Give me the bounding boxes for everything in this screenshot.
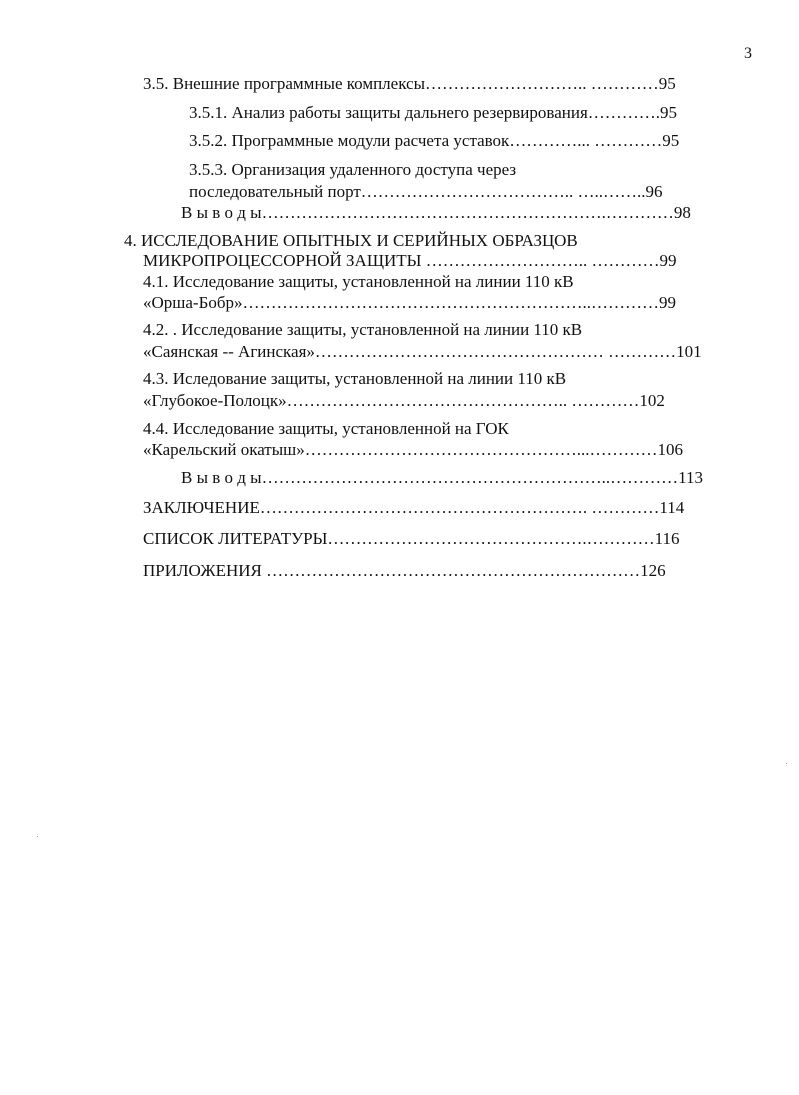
toc-entry-3-5-2 — [189, 129, 738, 153]
toc-entry-text: 4. ИССЛЕДОВАНИЕ ОПЫТНЫХ И СЕРИЙНЫХ ОБРАЗЦОВ — [124, 231, 578, 250]
toc-entry-text: ПРИЛОЖЕНИЯ …………………………………………………………126 — [143, 561, 666, 580]
toc-entry-text: 4.1. Исследование защиты, установленной на линии 110 кВ — [143, 272, 574, 291]
toc-entry-4-4-line2 — [143, 438, 749, 462]
toc-entry-text: 4.3. Иследование защиты, установленной на линии 110 кВ — [143, 369, 567, 388]
toc-entry-text: 4.4. Исследование защиты, установленной на ГОК — [143, 419, 509, 438]
toc-entry-conclusion — [143, 496, 749, 520]
toc-entry-text: последовательный порт……………………………….. …..……..96 — [189, 182, 663, 201]
toc-entry-text: 4.2. . Исследование защиты, установленной на линии 110 кВ — [143, 320, 583, 339]
toc-entry-3-5-3-line1 — [189, 158, 738, 182]
toc-entry-text: «Глубокое-Полоцк»………………………………………….. …………102 — [143, 391, 665, 410]
toc-entry-text: «Саянская -- Агинская»…………………………………………… …………101 — [143, 342, 702, 361]
toc-entry-text: СПИСОК ЛИТЕРАТУРЫ……………………………………….…………116 — [143, 529, 680, 548]
toc-entry-4-1-line2 — [143, 291, 738, 315]
toc-entry-text: 3.5.3. Организация удаленного доступа через — [189, 160, 517, 179]
toc-entry-4-2-line1 — [143, 318, 749, 342]
toc-entry-appendices — [143, 559, 749, 583]
toc-entry-text: В ы в о д ы…………………………………………………….…………98 — [181, 203, 691, 222]
toc-entry-conclusions-3 — [181, 201, 738, 225]
toc-entry-text: МИКРОПРОЦЕССОРНОЙ ЗАЩИТЫ ……………………….. …………99 — [143, 251, 677, 270]
toc-entry-text: 3.5.1. Анализ работы защиты дальнего резервирования………….95 — [189, 103, 678, 122]
toc-entry-text: 3.5. Внешние программные комплексы……………………….. …………95 — [143, 74, 676, 93]
toc-entry-4-3-line2 — [143, 389, 749, 413]
page-number: 3 — [744, 45, 752, 62]
toc-entry-text: «Карельский окатыш»…………………………………………...…………106 — [143, 440, 683, 459]
toc-entry-text: В ы в о д ы……………………………………………………..…………113 — [181, 468, 703, 487]
toc-entry-4-2-line2 — [143, 340, 749, 364]
scan-speck — [37, 836, 38, 837]
toc-entry-references — [143, 527, 749, 551]
toc-entry-text: 3.5.2. Программные модули расчета уставок…………... …………95 — [189, 131, 680, 150]
toc-entry-4-3-line1 — [143, 367, 749, 391]
scan-speck — [786, 763, 787, 764]
toc-entry-text: ЗАКЛЮЧЕНИЕ…………………………………………………. …………114 — [143, 498, 685, 517]
toc-entry-text: «Орша-Бобр»……………………………………………………..…………99 — [143, 293, 676, 312]
toc-entry-3-5 — [143, 72, 738, 96]
toc-entry-3-5-1 — [189, 101, 738, 125]
toc-entry-conclusions-4 — [181, 466, 749, 490]
